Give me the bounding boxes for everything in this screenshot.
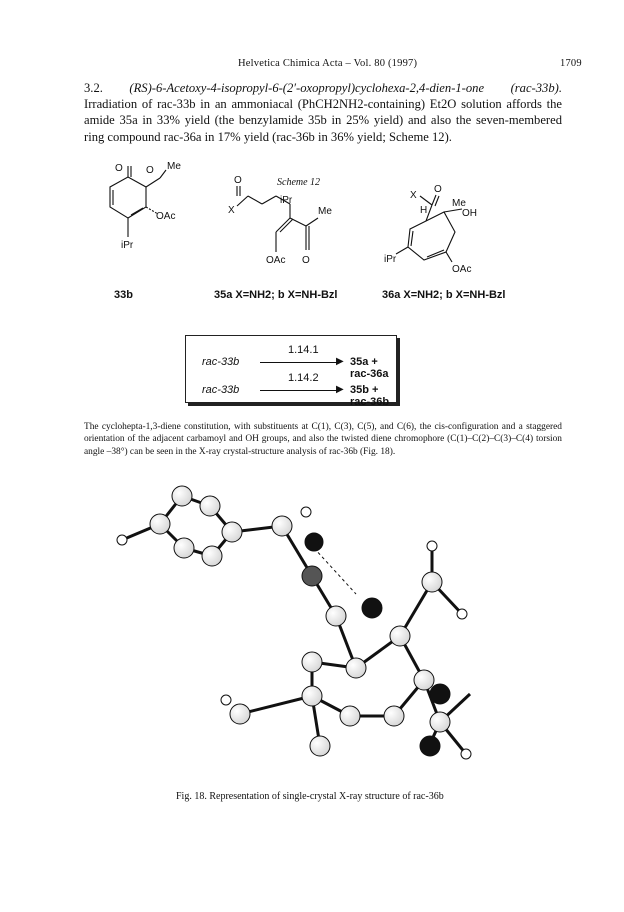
reaction-1-products: 35a + rac-36a [350,356,389,380]
compound-label-36: 36a X=NH2; b X=NH-Bzl [382,289,506,301]
reaction-1-arrow [260,362,340,363]
atom-o-35-keto: O [302,255,310,266]
reaction-2-reactant: rac-33b [202,384,240,396]
atom-me-36: Me [452,198,466,209]
page-number: 1709 [560,58,582,69]
atom-x-36: X [410,190,417,201]
atom-oac-36: OAc [452,264,472,275]
compound-label-33b: 33b [114,289,133,301]
scheme-title: Scheme 12 [277,177,321,188]
reaction-2-arrowhead: ▶ [336,384,344,395]
reaction-1-reactant: rac-33b [202,356,240,368]
atom-o-35-amide: O [234,175,242,186]
compound-label-35: 35a X=NH2; b X=NH-Bzl [214,289,338,301]
atom-oac-35: OAc [266,255,286,266]
reaction-1-condition: 1.14.1 [288,344,319,356]
xray-structure-figure [100,484,540,784]
running-header-journal: Helvetica Chimica Acta – Vol. 80 (1997) [238,58,418,69]
atom-x-35: X [228,205,235,216]
atom-o-33b-keto: O [115,163,123,174]
reaction-2-products: 35b + rac-36b [350,384,390,408]
reaction-box [185,335,397,408]
atom-me-33b: Me [167,161,181,172]
atom-o-36: O [434,184,442,195]
reaction-2-arrow [260,390,340,391]
section-body: Irradiation of rac-33b in an ammoniacal (PhCH2NH2-containing) Et2O solution affords the amide 35a in 33% yield (the benzylamide 35b in 25% yield) and also the seven-membered ring compound rac-36a in 17% yield (rac-36b in 36% yield; Scheme 12). [84,97,562,144]
atom-h-36: H [420,205,428,216]
atom-ipr-35: iPr [280,195,293,206]
reaction-2-condition: 1.14.2 [288,372,319,384]
discussion-paragraph: The cyclohepta-1,3-diene constitution, with substituents at C(1), C(3), C(5), and C(6), the cis-configuration and a staggered orientation of the adjacent carbamoyl and OH groups, and also the twisted diene chromophore (C(1)–C(2)–C(3)–C(4) torsion angle –38°) can be seen in the X-ray crystal-structure analysis of rac-36b (Fig. 18). [84,422,562,457]
reaction-1-arrowhead: ▶ [336,356,344,367]
atom-oh-36: OH [462,208,477,219]
atom-oac-33b: OAc [156,211,176,222]
atom-o-33b-side: O [146,165,154,176]
atom-ipr-33b: iPr [121,240,134,251]
atom-ipr-36: iPr [384,254,397,265]
section-number: 3.2. [84,81,103,95]
structure-33b [110,166,166,237]
scheme-structures [0,0,624,320]
figure-caption: Fig. 18. Representation of single-crystal X-ray structure of rac-36b [176,791,444,802]
atom-me-35: Me [318,206,332,217]
structure-35 [237,186,318,252]
section-title: (RS)-6-Acetoxy-4-isopropyl-6-(2′-oxopropyl)cyclohexa-2,4-dien-1-one (rac-33b). [129,81,562,95]
